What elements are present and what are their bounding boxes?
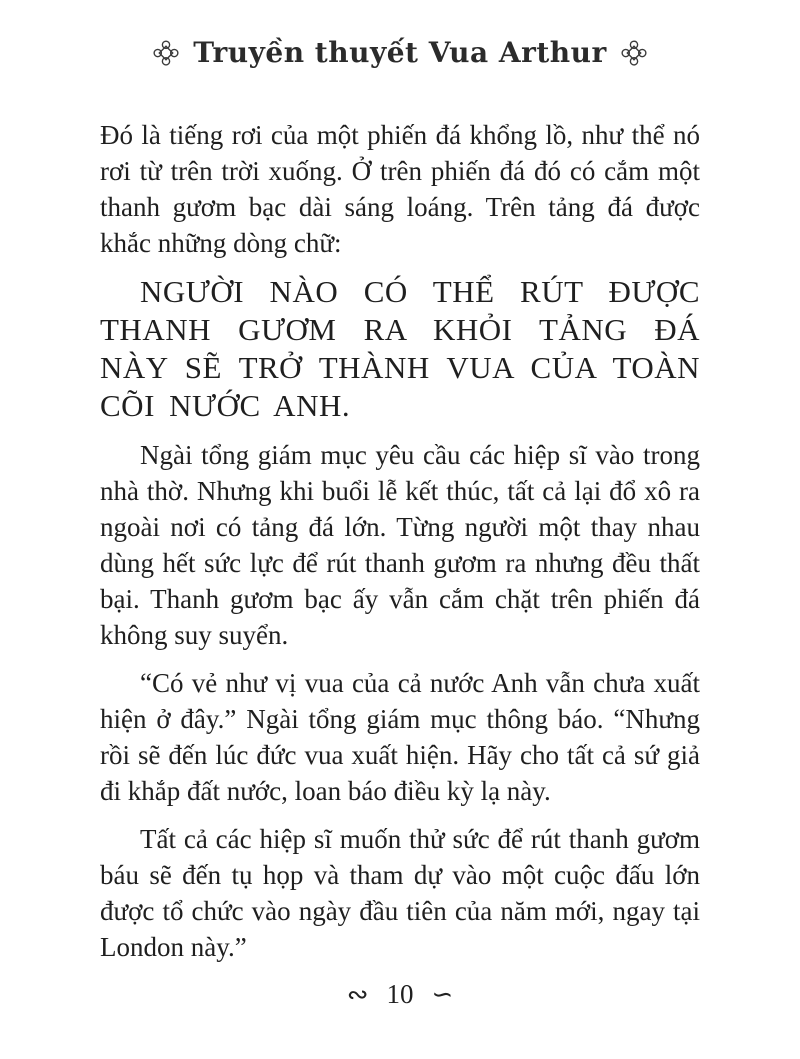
right-knot-ornament-icon	[619, 38, 649, 68]
text-block	[100, 117, 700, 965]
paragraph: Ngài tổng giám mục yêu cầu các hiệp sĩ vào trong nhà thờ. Nhưng khi buổi lễ kết thúc, tất cả lại đổ xô ra ngoài nơi có tảng đá lớn. Từng người một thay nhau dùng hết sức lực để rút thanh gươm ra nhưng đều thất bại. Thanh gươm bạc ấy vẫn cắm chặt trên phiến đá không suy suyển.	[100, 440, 700, 650]
chapter-title: Truyền thuyết Vua Arthur	[193, 36, 607, 69]
left-knot-ornament-icon	[151, 38, 181, 68]
running-header	[0, 0, 800, 69]
page-number: 10	[386, 979, 414, 1009]
right-flourish-icon: ∽	[431, 979, 454, 1010]
paragraph: “Có vẻ như vị vua của cả nước Anh vẫn chưa xuất hiện ở đây.” Ngài tổng giám mục thông báo. “Nhưng rồi sẽ đến lúc đức vua xuất hiện. Hãy cho tất cả sứ giả đi khắp đất nước, loan báo điều kỳ lạ này.	[100, 668, 700, 806]
page-footer	[0, 981, 800, 1008]
paragraph: Tất cả các hiệp sĩ muốn thử sức để rút thanh gươm báu sẽ đến tụ họp và tham dự vào một cuộc đấu lớn được tổ chức vào ngày đầu tiên của năm mới, ngay tại London này.”	[100, 824, 700, 962]
left-flourish-icon: ∾	[346, 979, 369, 1010]
paragraph: NGƯỜI NÀO CÓ THỂ RÚT ĐƯỢC THANH GƯƠM RA KHỎI TẢNG ĐÁ NÀY SẼ TRỞ THÀNH VUA CỦA TOÀN CÕI NƯỚC ANH.	[100, 274, 700, 423]
paragraph: Đó là tiếng rơi của một phiến đá khổng lồ, như thể nó rơi từ trên trời xuống. Ở trên phiến đá đó có cắm một thanh gươm bạc dài sáng loáng. Trên tảng đá được khắc những dòng chữ:	[100, 120, 700, 258]
